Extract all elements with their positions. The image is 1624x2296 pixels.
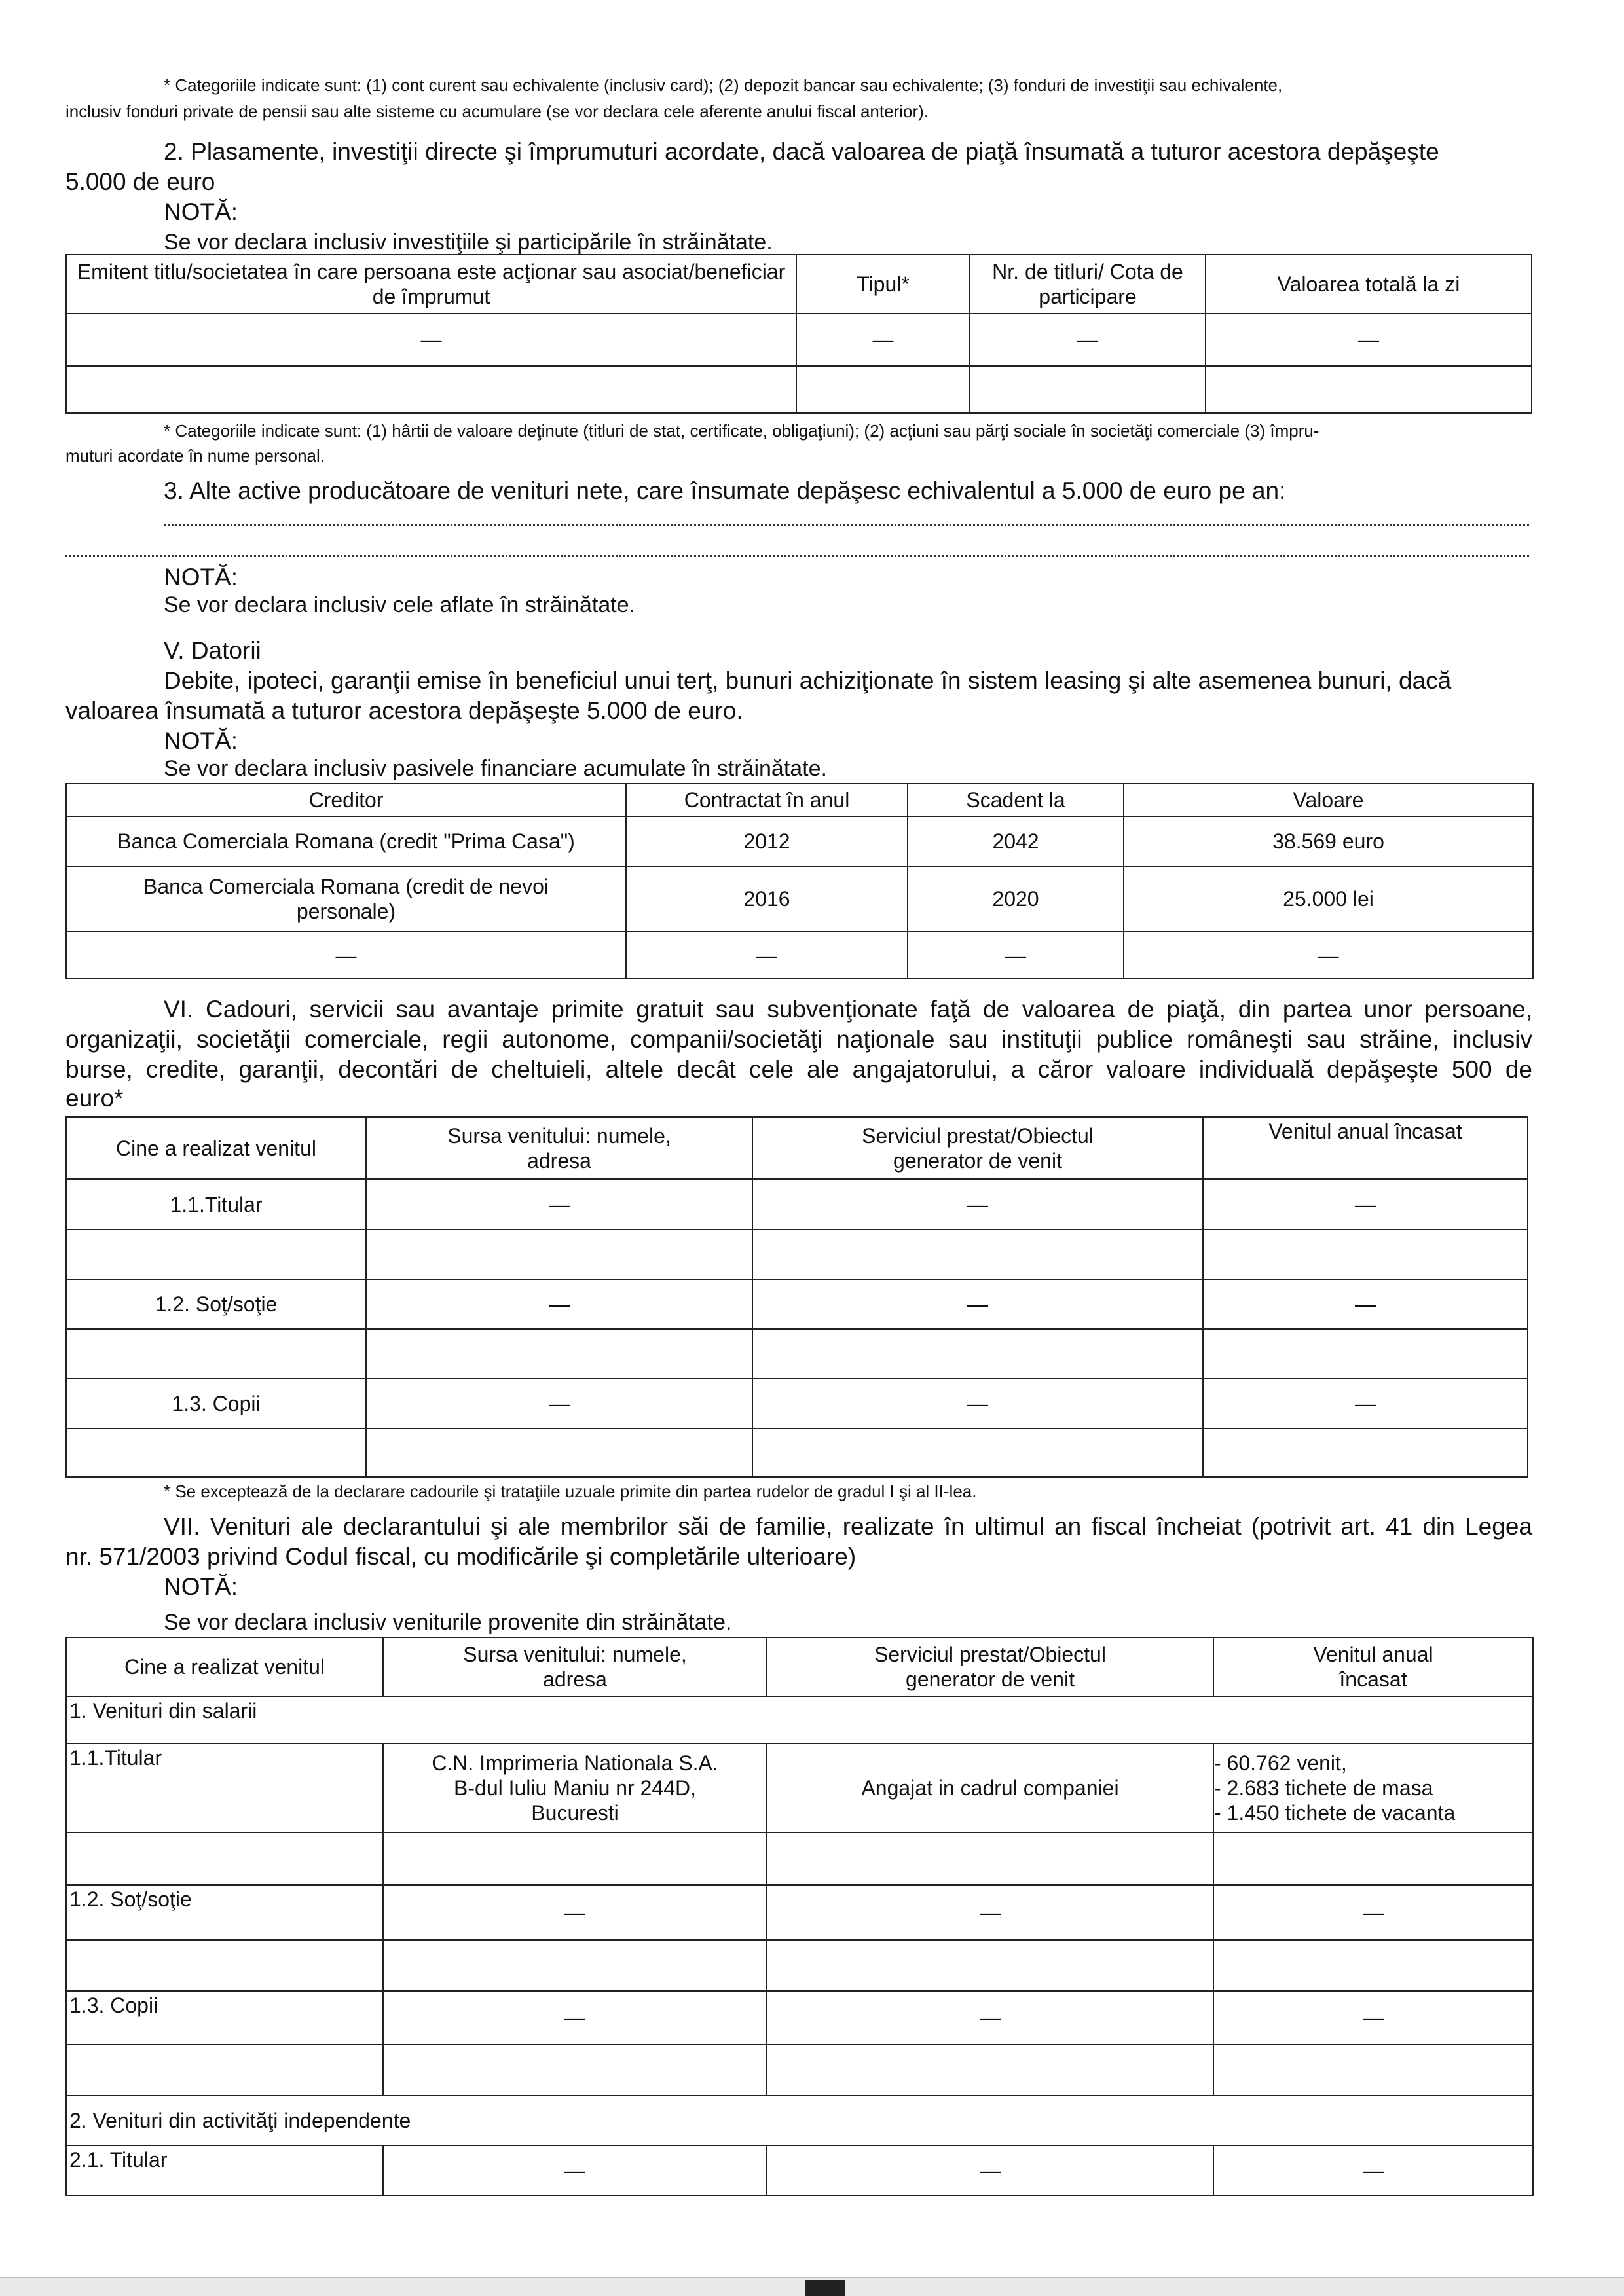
table-row — [66, 1230, 1528, 1279]
table-cell — [1203, 1230, 1528, 1279]
table-cell: 38.569 euro — [1124, 816, 1533, 866]
table-cell — [66, 366, 796, 413]
header-value: Valoarea totală la zi — [1206, 255, 1532, 314]
table-cell: — — [767, 1991, 1213, 2045]
table-cell: Banca Comerciala Romana (credit de nevoi personale) — [66, 866, 626, 932]
section-v-text-line-2: valoarea însumată a tuturor acestora depăşeşte 5.000 de euro. — [65, 697, 743, 724]
titular-income-cell — [1213, 1743, 1533, 1832]
header-value: Valoare — [1124, 784, 1533, 816]
section-v-title: V. Datorii — [164, 637, 261, 664]
category-note-1-line-2: inclusiv fonduri private de pensii sau alte sisteme cu acumulare (se vor declara cele aferente anului fiscal anterior). — [65, 101, 929, 121]
gifts-table — [65, 1116, 1528, 1478]
section-v-text-line-1: Debite, ipoteci, garanţii emise în beneficiul unui terţ, bunuri achiziţionate în sistem leasing şi alte asemenea bunuri, dacă — [164, 667, 1452, 694]
section-vii-text-line-1: VII. Venituri ale declarantului şi ale membrilor săi de familie, realizate în ultimul an fiscal încheiat (potrivit art. 41 din Legea — [164, 1513, 1532, 1540]
table-cell — [66, 2045, 383, 2096]
table-cell — [383, 2045, 767, 2096]
table-cell: — — [1213, 1991, 1533, 2045]
table-row — [66, 1179, 1528, 1230]
dotted-line — [164, 524, 1529, 526]
table-cell — [752, 1230, 1203, 1279]
group-row-salaries — [66, 1696, 1533, 1743]
table-cell — [366, 1230, 752, 1279]
table-row — [66, 1429, 1528, 1477]
table-header-row — [66, 255, 1532, 314]
table-header-row — [66, 1117, 1528, 1179]
table-cell — [796, 366, 970, 413]
table-cell: — — [767, 1885, 1213, 1940]
header-who: Cine a realizat venitul — [66, 1637, 383, 1696]
table-row — [66, 1885, 1533, 1940]
table-cell — [383, 1832, 767, 1885]
table-cell: — — [383, 2145, 767, 2195]
income-table — [65, 1637, 1534, 2196]
table-cell: 1.1.Titular — [66, 1743, 383, 1832]
table-row — [66, 932, 1533, 979]
table-cell — [752, 1429, 1203, 1477]
table-cell: — — [752, 1379, 1203, 1429]
titular-source-cell — [383, 1743, 767, 1832]
table-cell: 1.3. Copii — [66, 1379, 366, 1429]
table-cell: — — [366, 1379, 752, 1429]
table-row — [66, 1743, 1533, 1832]
table-cell: Banca Comerciala Romana (credit "Prima Casa") — [66, 816, 626, 866]
table-cell: 2012 — [626, 816, 908, 866]
table-cell — [1206, 366, 1532, 413]
dotted-line — [65, 555, 1529, 557]
table-cell: — — [1124, 932, 1533, 979]
table-cell: 2.1. Titular — [66, 2145, 383, 2195]
scan-binding-mark — [805, 2280, 845, 2296]
category-note-2-line-1: * Categoriile indicate sunt: (1) hârtii de valoare deţinute (titluri de stat, certificate, obligaţiuni); (2) acţiuni sau părţi sociale în societăţi comerciale (3) împru- — [164, 421, 1320, 441]
table-cell: — — [752, 1279, 1203, 1329]
table-cell — [767, 2045, 1213, 2096]
table-cell: 1.1.Titular — [66, 1179, 366, 1230]
table-cell — [366, 1429, 752, 1477]
debts-table — [65, 783, 1534, 979]
category-note-1 — [65, 73, 1532, 97]
table-cell — [66, 1329, 366, 1379]
table-cell — [66, 1940, 383, 1991]
income-line: - 60.762 venit, — [1214, 1751, 1347, 1775]
table-cell — [1213, 2045, 1533, 2096]
header-who: Cine a realizat venitul — [66, 1117, 366, 1179]
table-cell: 2042 — [908, 816, 1124, 866]
table-row — [66, 1832, 1533, 1885]
section-vi-text-line-1: VI. Cadouri, servicii sau avantaje primite gratuit sau subvenţionate faţă de valoarea de piaţă, din partea unor persoane, — [164, 996, 1532, 1023]
table-cell: 2020 — [908, 866, 1124, 932]
table-row — [66, 1991, 1533, 2045]
table-cell: 1.2. Soţ/soţie — [66, 1279, 366, 1329]
table-cell: — — [1203, 1379, 1528, 1429]
source-line: Bucuresti — [531, 1801, 619, 1825]
table-cell — [970, 366, 1206, 413]
header-source: Sursa venitului: numele, adresa — [383, 1637, 767, 1696]
table-row — [66, 1279, 1528, 1329]
source-line: B-dul Iuliu Maniu nr 244D, — [454, 1776, 696, 1800]
table-cell — [752, 1329, 1203, 1379]
header-type: Tipul* — [796, 255, 970, 314]
table-cell: 25.000 lei — [1124, 866, 1533, 932]
group-label: 2. Venituri din activităţi independente — [66, 2096, 1533, 2145]
item-3: 3. Alte active producătoare de venituri nete, care însumate depăşesc echivalentul a 5.000 de euro pe an: — [164, 477, 1286, 504]
section-vi-text-line-3: burse, credite, garanţii, decontări de cheltuieli, altele decât cele ale angajatorului, a căror valoare individuală depăşeşte 500 de — [65, 1056, 1532, 1083]
table-cell: 1.2. Soţ/soţie — [66, 1885, 383, 1940]
table-row — [66, 816, 1533, 866]
table-cell: — — [366, 1179, 752, 1230]
header-income: Venitul anual încasat — [1213, 1637, 1533, 1696]
table-cell: — — [908, 932, 1124, 979]
table-cell: — — [383, 1885, 767, 1940]
table-cell: — — [1206, 314, 1532, 366]
table-cell — [767, 1940, 1213, 1991]
table-cell: — — [752, 1179, 1203, 1230]
nota-label: NOTĂ: — [164, 727, 238, 754]
table-header-row — [66, 1637, 1533, 1696]
table-cell — [66, 1429, 366, 1477]
category-note-1-line-1: * Categoriile indicate sunt: (1) cont curent sau echivalente (inclusiv card); (2) depozit bancar sau echivalente; (3) fonduri de investiţii sau echivalente, — [164, 75, 1283, 95]
table-cell: — — [767, 2145, 1213, 2195]
header-issuer: Emitent titlu/societatea în care persoana este acţionar sau asociat/beneficiar de împrumut — [66, 255, 796, 314]
table-cell: — — [66, 932, 626, 979]
table-row — [66, 366, 1532, 413]
table-row — [66, 866, 1533, 932]
header-due: Scadent la — [908, 784, 1124, 816]
nota-label: NOTĂ: — [164, 564, 238, 591]
table-cell — [1213, 1940, 1533, 1991]
table-cell: 1.3. Copii — [66, 1991, 383, 2045]
table-header-row — [66, 784, 1533, 816]
header-creditor: Creditor — [66, 784, 626, 816]
table-cell: — — [796, 314, 970, 366]
table-cell: — — [1203, 1179, 1528, 1230]
header-contracted: Contractat în anul — [626, 784, 908, 816]
nota-label: NOTĂ: — [164, 1573, 238, 1600]
table-cell: — — [66, 314, 796, 366]
table-cell: — — [1213, 2145, 1533, 2195]
nota-text: Se vor declara inclusiv investiţiile şi participările în străinătate. — [164, 230, 773, 255]
table-cell: — — [626, 932, 908, 979]
table-cell — [1203, 1329, 1528, 1379]
income-line: - 1.450 tichete de vacanta — [1214, 1801, 1456, 1825]
income-line: - 2.683 tichete de masa — [1214, 1776, 1433, 1800]
category-note-2-line-2: muturi acordate în nume personal. — [65, 446, 325, 465]
nota-label: NOTĂ: — [164, 198, 238, 225]
nota-text: Se vor declara inclusiv veniturile provenite din străinătate. — [164, 1610, 732, 1635]
table-cell — [1203, 1429, 1528, 1477]
header-service: Serviciul prestat/Obiectul generator de venit — [767, 1637, 1213, 1696]
header-shares: Nr. de titluri/ Cota de participare — [970, 255, 1206, 314]
table-row — [66, 314, 1532, 366]
table-cell: Angajat in cadrul companiei — [767, 1743, 1213, 1832]
table-row — [66, 1379, 1528, 1429]
table-row — [66, 1940, 1533, 1991]
section-vii-text-line-2: nr. 571/2003 privind Codul fiscal, cu modificările şi completările ulterioare) — [65, 1543, 857, 1570]
item-2-line-1: 2. Plasamente, investiţii directe şi împrumuturi acordate, dacă valoarea de piaţă însumată a tuturor acestora depăşeşte — [164, 138, 1439, 165]
table-cell — [1213, 1832, 1533, 1885]
table-cell — [66, 1230, 366, 1279]
header-service: Serviciul prestat/Obiectul generator de venit — [752, 1117, 1203, 1179]
table-cell — [366, 1329, 752, 1379]
table-cell: — — [970, 314, 1206, 366]
investments-table — [65, 254, 1532, 414]
source-line: C.N. Imprimeria Nationala S.A. — [432, 1751, 718, 1775]
table-cell — [767, 1832, 1213, 1885]
table-row — [66, 2145, 1533, 2195]
table-cell: — — [1213, 1885, 1533, 1940]
header-income: Venitul anual încasat — [1203, 1117, 1528, 1179]
table-cell — [383, 1940, 767, 1991]
header-source: Sursa venitului: numele, adresa — [366, 1117, 752, 1179]
table-row — [66, 2045, 1533, 2096]
group-row-independent — [66, 2096, 1533, 2145]
group-label: 1. Venituri din salarii — [66, 1696, 1533, 1743]
table-cell — [66, 1832, 383, 1885]
nota-text: Se vor declara inclusiv pasivele financiare acumulate în străinătate. — [164, 756, 827, 781]
nota-text: Se vor declara inclusiv cele aflate în străinătate. — [164, 592, 636, 617]
table-cell: — — [383, 1991, 767, 2045]
table-row — [66, 1329, 1528, 1379]
gifts-footnote: * Se exceptează de la declarare cadourile şi trataţiile uzuale primite din partea rudelor de gradul I şi al II-lea. — [164, 1482, 977, 1501]
table-cell: — — [366, 1279, 752, 1329]
table-cell: — — [1203, 1279, 1528, 1329]
item-2-line-2: 5.000 de euro — [65, 168, 215, 195]
table-cell: 2016 — [626, 866, 908, 932]
section-vi-text-line-2: organizaţii, societăţii comerciale, regii autonome, companii/societăţi naţionale sau instituţii publice româneşti sau străine, inclusiv — [65, 1026, 1532, 1053]
section-vi-text-line-4: euro* — [65, 1085, 124, 1112]
